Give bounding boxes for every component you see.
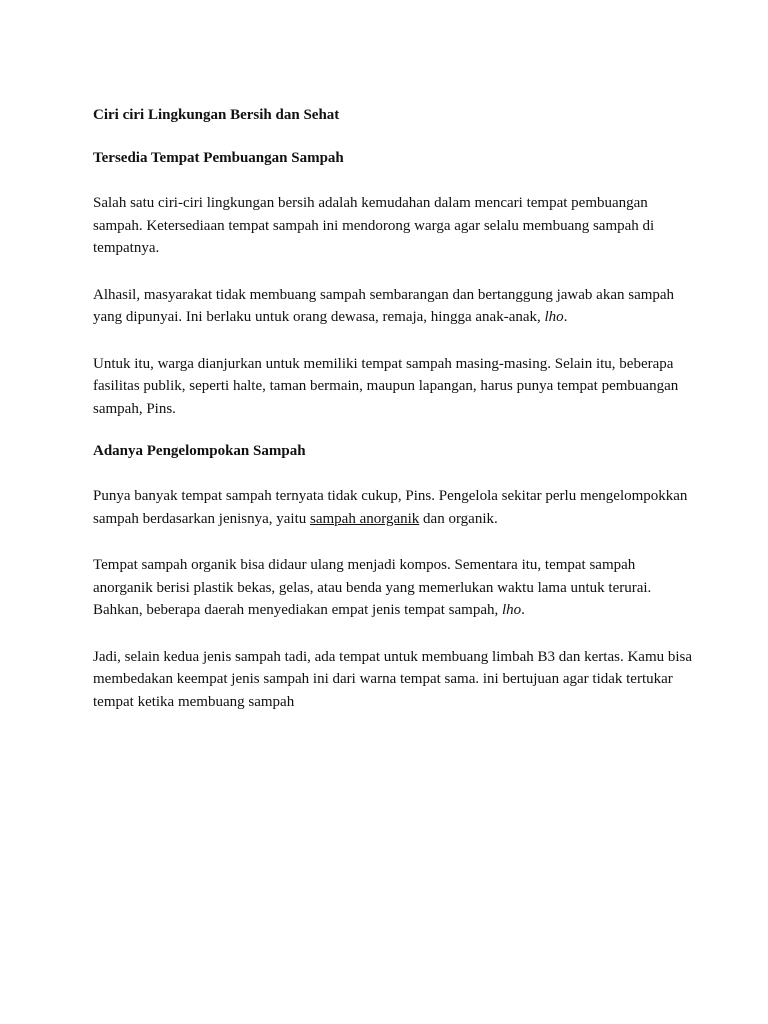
paragraph: Untuk itu, warga dianjurkan untuk memiliki tempat sampah masing-masing. Selain itu, beberapa fasilitas publik, seperti halte, taman bermain, maupun lapangan, harus punya tempat pembuangan sampah, Pins. — [93, 355, 679, 417]
paragraph — [93, 554, 693, 622]
italic-text: lho — [502, 602, 522, 618]
document-page — [93, 104, 693, 737]
paragraph-text: Punya banyak tempat sampah ternyata tidak cukup, Pins. Pengelola sekitar perlu mengelompokkan sampah berdasarkan jenisnya, yaitu — [93, 488, 688, 527]
paragraph-text: dan organik. — [419, 510, 498, 527]
italic-text: lho — [544, 309, 564, 325]
sampah-anorganik-link[interactable]: sampah anorganik — [310, 510, 420, 527]
section-heading: Adanya Pengelompokan Sampah — [93, 443, 306, 459]
paragraph-text: . — [563, 309, 568, 325]
paragraph: Salah satu ciri-ciri lingkungan bersih adalah kemudahan dalam mencari tempat pembuangan sampah. Ketersediaan tempat sampah ini mendorong warga agar selalu membuang sampah di tempatnya. — [93, 195, 655, 256]
paragraph: Jadi, selain kedua jenis sampah tadi, ada tempat untuk membuang limbah B3 dan kertas. Kamu bisa membedakan keempat jenis sampah ini dari warna tempat sama. ini bertujuan agar tidak tertukar tempat ketika membuang sampah — [93, 648, 693, 710]
paragraph-text: Tempat sampah organik bisa didaur ulang menjadi kompos. Sementara itu, tempat sampah anorganik berisi plastik bekas, gelas, atau benda yang memerlukan waktu lama untuk terurai. Bahkan, beberapa daerah menyediakan empat jenis tempat sampah, — [93, 557, 652, 618]
paragraph — [93, 284, 693, 329]
section-tempat-pembuangan — [93, 147, 693, 420]
paragraph — [93, 485, 693, 530]
section-pengelompokan — [93, 440, 693, 713]
paragraph-text: . — [521, 602, 525, 618]
document-title: Ciri ciri Lingkungan Bersih dan Sehat — [93, 107, 340, 123]
paragraph-text: Alhasil, masyarakat tidak membuang sampah sembarangan dan bertanggung jawab akan sampah yang dipunyai. Ini berlaku untuk orang dewasa, remaja, hingga anak-anak, — [93, 286, 675, 325]
section-heading: Tersedia Tempat Pembuangan Sampah — [93, 150, 344, 166]
